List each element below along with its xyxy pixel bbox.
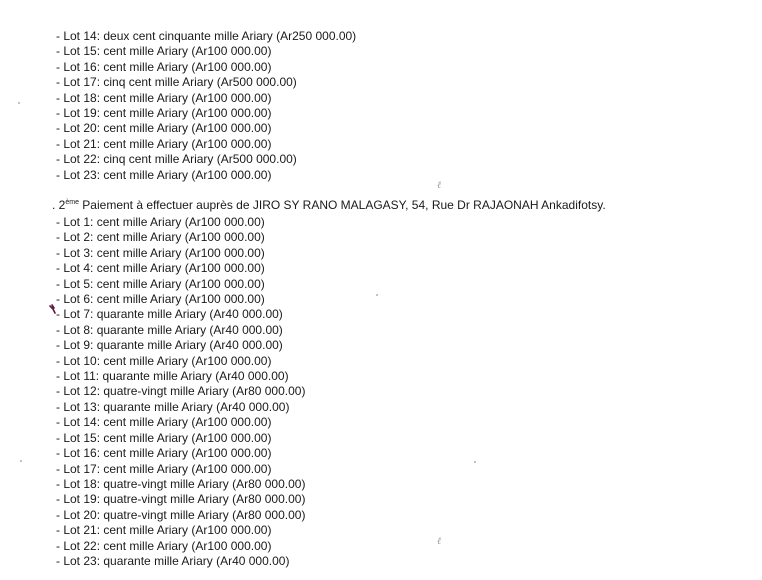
list-item: - Lot 4: cent mille Ariary (Ar100 000.00) bbox=[56, 261, 265, 276]
list-item: - Lot 19: cent mille Ariary (Ar100 000.00) bbox=[56, 106, 272, 121]
list-item: - Lot 15: cent mille Ariary (Ar100 000.00) bbox=[56, 430, 272, 445]
scan-speck-icon: ℓ bbox=[437, 180, 442, 191]
list-item: - Lot 18: cent mille Ariary (Ar100 000.00) bbox=[56, 90, 272, 105]
list-item: - Lot 3: cent mille Ariary (Ar100 000.00) bbox=[56, 245, 265, 260]
list-item: - Lot 1: cent mille Ariary (Ar100 000.00) bbox=[56, 215, 265, 229]
scan-dust-icon bbox=[20, 460, 22, 462]
list-item: - Lot 19: quatre-vingt mille Ariary (Ar80 000.00) bbox=[56, 492, 306, 507]
list-item: - Lot 17: cinq cent mille Ariary (Ar500 000.00) bbox=[56, 75, 297, 90]
list-item: - Lot 22: cinq cent mille Ariary (Ar500 000.00) bbox=[56, 152, 297, 167]
heading-text: Paiement à effectuer auprès de JIRO SY RANO MALAGASY, 54, Rue Dr RAJAONAH Ankadifotsy. bbox=[78, 198, 606, 212]
heading-prefix: . 2 bbox=[52, 198, 66, 212]
list-item: - Lot 6: cent mille Ariary (Ar100 000.00) bbox=[56, 292, 265, 307]
list-item: - Lot 20: quatre-vingt mille Ariary (Ar80 000.00) bbox=[56, 507, 306, 522]
list-item: - Lot 11: quarante mille Ariary (Ar40 000.00) bbox=[56, 369, 289, 384]
list-item: - Lot 18: quatre-vingt mille Ariary (Ar80 000.00) bbox=[56, 476, 306, 491]
list-item: - Lot 8: quarante mille Ariary (Ar40 000.00) bbox=[56, 322, 283, 337]
scan-dust-icon bbox=[474, 461, 476, 463]
list-item: - Lot 10: cent mille Ariary (Ar100 000.00) bbox=[56, 353, 272, 368]
list-item: - Lot 21: cent mille Ariary (Ar100 000.00) bbox=[56, 523, 272, 538]
heading-superscript: ème bbox=[65, 199, 79, 206]
list-item: - Lot 9: quarante mille Ariary (Ar40 000.00) bbox=[56, 338, 283, 353]
list-item: - Lot 21: cent mille Ariary (Ar100 000.00) bbox=[56, 136, 272, 151]
scan-speck-icon: ℓ bbox=[437, 536, 442, 547]
list-item: - Lot 12: quatre-vingt mille Ariary (Ar80 000.00) bbox=[56, 384, 306, 399]
second-payment-heading bbox=[52, 195, 606, 213]
list-item: - Lot 7: quarante mille Ariary (Ar40 000.00) bbox=[56, 307, 283, 322]
list-item: - Lot 20: cent mille Ariary (Ar100 000.00) bbox=[56, 121, 272, 136]
list-item: - Lot 15: cent mille Ariary (Ar100 000.00) bbox=[56, 44, 272, 59]
scan-dust-icon bbox=[18, 102, 20, 104]
list-item: - Lot 14: cent mille Ariary (Ar100 000.00) bbox=[56, 415, 272, 430]
scan-dust-icon bbox=[376, 294, 378, 296]
list-item: - Lot 13: quarante mille Ariary (Ar40 000.00) bbox=[56, 399, 290, 414]
list-item: - Lot 16: cent mille Ariary (Ar100 000.00) bbox=[56, 446, 272, 461]
pen-mark-icon bbox=[49, 304, 59, 316]
list-item: - Lot 5: cent mille Ariary (Ar100 000.00) bbox=[56, 276, 265, 291]
lot-list-second-payment bbox=[56, 215, 305, 569]
lot-list-first-payment bbox=[56, 29, 356, 183]
list-item: - Lot 22: cent mille Ariary (Ar100 000.00) bbox=[56, 538, 272, 553]
list-item: - Lot 14: deux cent cinquante mille Ariary (Ar250 000.00) bbox=[56, 29, 357, 43]
list-item: - Lot 16: cent mille Ariary (Ar100 000.00) bbox=[56, 59, 272, 74]
list-item: - Lot 23: quarante mille Ariary (Ar40 000.00) bbox=[56, 553, 290, 568]
list-item: - Lot 2: cent mille Ariary (Ar100 000.00) bbox=[56, 230, 265, 245]
list-item: - Lot 23: cent mille Ariary (Ar100 000.00) bbox=[56, 167, 272, 182]
list-item: - Lot 17: cent mille Ariary (Ar100 000.00) bbox=[56, 461, 272, 476]
